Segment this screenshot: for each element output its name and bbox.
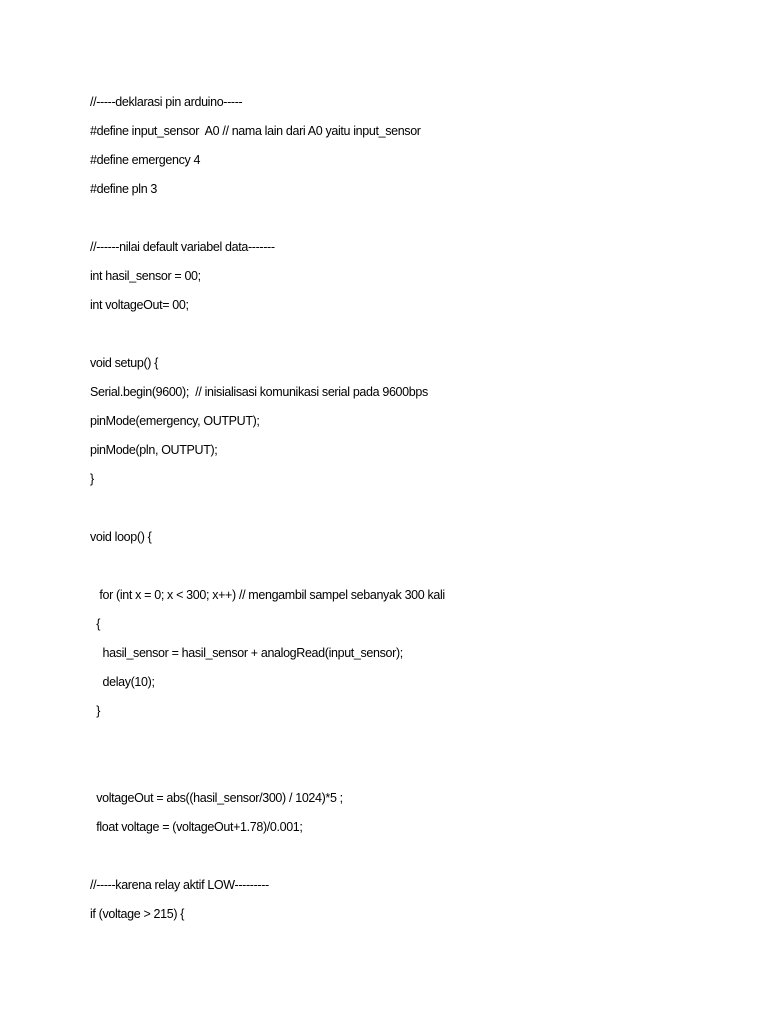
code-line: if (voltage > 215) {	[90, 907, 185, 921]
code-line: void setup() {	[90, 356, 159, 370]
code-line: #define pln 3	[90, 182, 158, 196]
code-line: pinMode(emergency, OUTPUT);	[90, 414, 260, 428]
code-line: int hasil_sensor = 00;	[90, 269, 201, 283]
code-line: //-----deklarasi pin arduino-----	[90, 95, 243, 109]
code-line: for (int x = 0; x < 300; x++) // mengambil sampel sebanyak 300 kali	[90, 588, 445, 602]
code-line: }	[90, 472, 94, 486]
code-line: //-----karena relay aktif LOW---------	[90, 878, 269, 892]
code-line: voltageOut = abs((hasil_sensor/300) / 1024)*5 ;	[90, 791, 343, 805]
code-line: pinMode(pln, OUTPUT);	[90, 443, 218, 457]
code-line: #define emergency 4	[90, 153, 201, 167]
code-line: hasil_sensor = hasil_sensor + analogRead(input_sensor);	[90, 646, 403, 660]
code-line: Serial.begin(9600); // inisialisasi komunikasi serial pada 9600bps	[90, 385, 428, 399]
code-line: //------nilai default variabel data-------	[90, 240, 275, 254]
code-line: }	[90, 704, 101, 718]
code-line: int voltageOut= 00;	[90, 298, 189, 312]
code-line: {	[90, 617, 101, 631]
code-line: delay(10);	[90, 675, 155, 689]
code-line: void loop() {	[90, 530, 152, 544]
code-line: float voltage = (voltageOut+1.78)/0.001;	[90, 820, 303, 834]
code-line: #define input_sensor A0 // nama lain dari A0 yaitu input_sensor	[90, 124, 421, 138]
